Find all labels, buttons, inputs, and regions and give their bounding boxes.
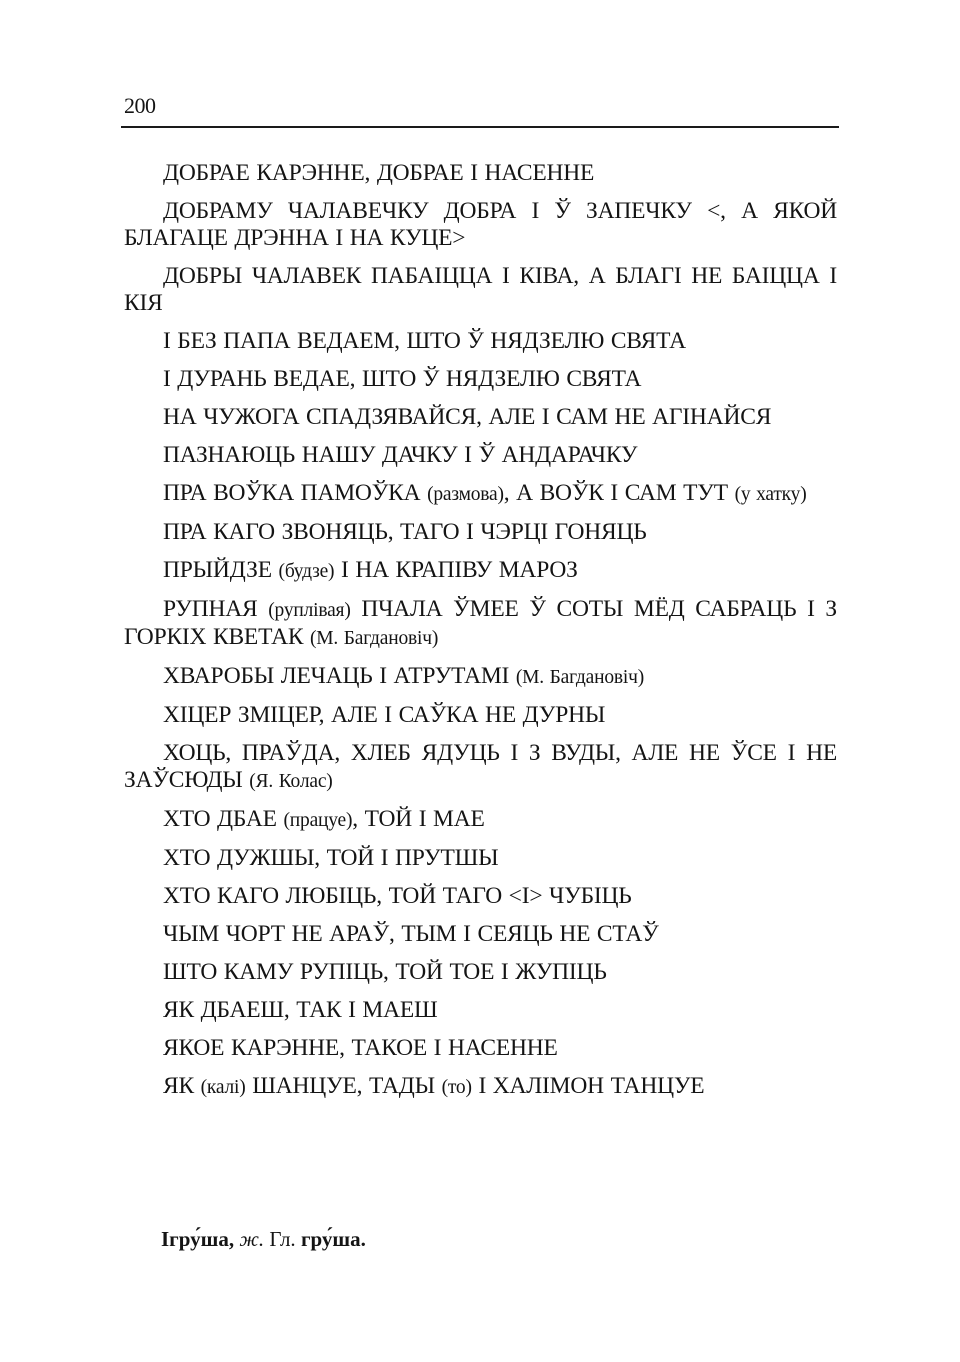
proverb-list: [124, 160, 837, 1112]
proverb-entry: [124, 519, 837, 546]
proverb-text: ЯК: [163, 1073, 201, 1099]
proverb-text: І НА КРАПІВУ МАРОЗ: [334, 557, 578, 583]
proverb-note: (у хатку): [734, 484, 807, 505]
proverb-note: (працуе): [283, 810, 353, 831]
dictionary-entry: [161, 1227, 366, 1252]
proverb-text: , А ВОЎК І САМ ТУТ: [503, 480, 735, 506]
proverb-text: ХОЦЬ, ПРАЎДА, ХЛЕБ ЯДУЦЬ І З ВУДЫ, АЛЕ НЕ ЎСЕ І НЕ ЗАЎСЮДЫ: [124, 740, 837, 793]
proverb-text: ПАЗНАЮЦЬ НАШУ ДАЧКУ І Ў АНДАРАЧКУ: [163, 442, 638, 468]
proverb-entry: [124, 160, 837, 187]
proverb-text: ХВАРОБЫ ЛЕЧАЦЬ І АТРУТАМІ: [163, 663, 516, 689]
cross-reference-label: Гл.: [264, 1227, 301, 1251]
proverb-text: ХТО КАГО ЛЮБІЦЬ, ТОЙ ТАГО <І> ЧУБІЦЬ: [163, 883, 632, 909]
proverb-entry: [124, 663, 837, 691]
proverb-text: І ХАЛІМОН ТАНЦУЕ: [471, 1073, 705, 1099]
proverb-text: ЯКОЕ КАРЭННЕ, ТАКОЕ І НАСЕННЕ: [163, 1035, 558, 1061]
proverb-text: ДОБРАМУ ЧАЛАВЕЧКУ ДОБРА І Ў ЗАПЕЧКУ <, А ЯКОЙ БЛАГАЦЕ ДРЭННА І НА КУЦЕ>: [124, 198, 837, 251]
proverb-text: ШТО КАМУ РУПІЦЬ, ТОЙ ТОЕ І ЖУПІЦЬ: [163, 959, 607, 985]
proverb-entry: [124, 404, 837, 431]
proverb-text: ДОБРЫ ЧАЛАВЕК ПАБАІЦЦА І КІВА, А БЛАГІ НЕ БАІЦЦА І КІЯ: [124, 263, 837, 316]
proverb-entry: [124, 740, 837, 795]
proverb-author: (Я. Колас): [249, 771, 333, 792]
proverb-text: І ДУРАНЬ ВЕДАЕ, ШТО Ў НЯДЗЕЛЮ СВЯТА: [163, 366, 642, 392]
proverb-text: ШАНЦУЕ, ТАДЫ: [245, 1073, 442, 1099]
proverb-note: (калі): [200, 1077, 246, 1098]
grammar-label: ж.: [234, 1227, 265, 1251]
proverb-entry: [124, 442, 837, 469]
proverb-entry: [124, 198, 837, 252]
proverb-text: ПРЫЙДЗЕ: [163, 557, 279, 583]
proverb-note: (будзе): [278, 561, 335, 582]
proverb-entry: [124, 883, 837, 910]
proverb-entry: [124, 959, 837, 986]
proverb-entry: [124, 328, 837, 355]
proverb-entry: [124, 997, 837, 1024]
proverb-entry: [124, 263, 837, 317]
proverb-text: ДОБРАЕ КАРЭННЕ, ДОБРАЕ І НАСЕННЕ: [163, 160, 595, 186]
proverb-text: НА ЧУЖОГА СПАДЗЯВАЙСЯ, АЛЕ І САМ НЕ АГІНАЙСЯ: [163, 404, 772, 430]
proverb-note: (размова): [427, 484, 504, 505]
proverb-text: ХТО ДУЖШЫ, ТОЙ І ПРУТШЫ: [163, 845, 499, 871]
proverb-text: ХТО ДБАЕ: [163, 806, 284, 832]
proverb-text: ХІЦЕР ЗМІЦЕР, АЛЕ І САЎКА НЕ ДУРНЫ: [163, 702, 606, 728]
header-rule: [121, 126, 839, 128]
proverb-entry: [124, 921, 837, 948]
proverb-entry: [124, 845, 837, 872]
proverb-text: ЯК ДБАЕШ, ТАК І МАЕШ: [163, 997, 438, 1023]
proverb-entry: [124, 557, 837, 585]
headword: Ігру́ша,: [161, 1227, 235, 1251]
proverb-text: ЧЫМ ЧОРТ НЕ АРАЎ, ТЫМ І СЕЯЦЬ НЕ СТАЎ: [163, 921, 659, 947]
proverb-author: (М. Багдановіч): [515, 667, 644, 688]
proverb-entry: [124, 596, 837, 652]
proverb-text: ПРА ВОЎКА ПАМОЎКА: [163, 480, 428, 506]
proverb-text: ПЧАЛА ЎМЕЕ Ў СОТЫ МЁД САБРАЦЬ І З ГОРКІХ КВЕТАК: [124, 596, 838, 650]
proverb-text: , ТОЙ І МАЕ: [352, 806, 485, 832]
proverb-entry: [124, 366, 837, 393]
page-number: 200: [124, 93, 156, 118]
proverb-entry: [124, 1035, 837, 1062]
proverb-note: (руплівая): [268, 600, 351, 621]
proverb-text: РУПНАЯ: [163, 596, 269, 622]
cross-reference-target: гру́ша.: [300, 1227, 366, 1251]
proverb-entry: [124, 702, 837, 729]
proverb-entry: [124, 1073, 837, 1101]
proverb-author: (М. Багдановіч): [310, 628, 439, 649]
proverb-entry: [124, 806, 837, 834]
proverb-note: (то): [441, 1077, 472, 1098]
proverb-text: ПРА КАГО ЗВОНЯЦЬ, ТАГО І ЧЭРЦІ ГОНЯЦЬ: [163, 519, 647, 545]
proverb-text: І БЕЗ ПАПА ВЕДАЕМ, ШТО Ў НЯДЗЕЛЮ СВЯТА: [163, 328, 686, 354]
proverb-entry: [124, 480, 837, 508]
